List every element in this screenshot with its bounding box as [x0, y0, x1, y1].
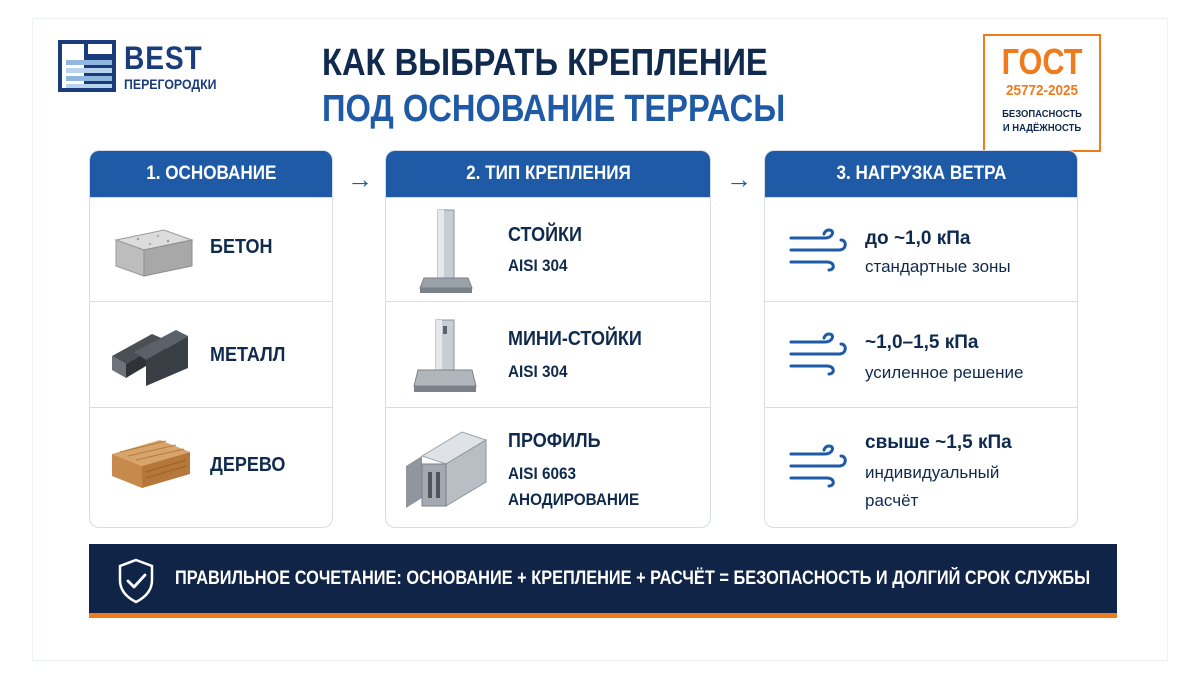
wood-plank-icon [106, 432, 194, 494]
mount-label-text: ПРОФИЛЬ [508, 430, 601, 452]
column-base [89, 150, 333, 528]
logo-subtitle: ПЕРЕГОРОДКИ [124, 76, 217, 92]
mount-label-text: СТОЙКИ [508, 224, 582, 246]
base-label-text: ДЕРЕВО [210, 454, 286, 476]
wind-description-line-2: расчёт [865, 491, 919, 510]
mount-spec [508, 462, 584, 486]
mini-post-icon [412, 310, 478, 400]
wind-value: ~1,0–1,5 кПа [865, 332, 979, 353]
profile-icon [402, 426, 494, 510]
concrete-block-icon [108, 222, 196, 282]
mount-label-text: МИНИ-СТОЙКИ [508, 328, 642, 350]
base-item-metal [90, 301, 332, 407]
page-title [322, 40, 842, 132]
column-header-label: 3. НАГРУЗКА ВЕТРА [836, 163, 1006, 184]
mount-spec [508, 360, 574, 384]
logo [58, 40, 228, 100]
mount-spec-text: AISI 304 [508, 362, 568, 381]
wind-item-standard [765, 197, 1077, 301]
base-label-text: МЕТАЛЛ [210, 344, 286, 366]
wind-value: свыше ~1,5 кПа [865, 432, 1012, 453]
column-header [90, 151, 332, 197]
summary-banner-text: ПРАВИЛЬНОЕ СОЧЕТАНИЕ: ОСНОВАНИЕ + КРЕПЛЕНИЕ + РАСЧЁТ = БЕЗОПАСНОСТЬ И ДОЛГИЙ СРОК СЛУЖБЫ [175, 568, 1091, 589]
wind-icon [787, 228, 849, 272]
mount-finish [508, 488, 654, 512]
wind-icon [787, 332, 849, 376]
wind-value: до ~1,0 кПа [865, 228, 971, 249]
wind-icon [787, 444, 849, 488]
wind-description: стандартные зоны [865, 257, 1011, 276]
gost-badge-title: ГОСТ [1001, 41, 1083, 82]
column-header-label: 2. ТИП КРЕПЛЕНИЯ [465, 163, 631, 184]
logo-name: BEST [124, 40, 203, 76]
wind-item-reinforced [765, 301, 1077, 407]
column-header-label: 1. ОСНОВАНИЕ [145, 163, 277, 184]
gost-badge-caption [991, 107, 1094, 135]
title-line-2: ПОД ОСНОВАНИЕ ТЕРРАСЫ [322, 88, 786, 130]
mount-item-mini-posts [386, 301, 710, 407]
wind-description: индивидуальный [865, 463, 1000, 482]
gost-badge-caption-line-2: И НАДЁЖНОСТЬ [1002, 122, 1082, 134]
steel-beam-icon [106, 322, 194, 388]
gost-badge-caption-line-1: БЕЗОПАСНОСТЬ [1002, 108, 1082, 120]
post-icon [416, 206, 476, 296]
base-label-text: БЕТОН [210, 236, 273, 258]
mount-label [508, 430, 611, 453]
mount-label [508, 224, 590, 247]
shield-check-icon [117, 558, 155, 604]
column-mount-type [385, 150, 711, 528]
logo-mark-icon [58, 40, 118, 92]
arrow-icon: → [347, 164, 373, 194]
base-label [210, 454, 294, 477]
summary-banner [89, 544, 1117, 618]
arrow-icon: → [726, 164, 752, 194]
mount-item-profile [386, 407, 710, 528]
mount-spec-text: AISI 304 [508, 256, 568, 275]
column-header [765, 151, 1077, 197]
base-label [210, 236, 279, 259]
wind-item-individual [765, 407, 1077, 528]
base-item-wood [90, 407, 332, 528]
mount-spec [508, 254, 574, 278]
wind-description: усиленное решение [865, 363, 1024, 382]
gost-badge [983, 34, 1101, 152]
mount-label [508, 328, 657, 351]
mount-spec-text: AISI 6063 [508, 464, 577, 483]
base-item-concrete [90, 197, 332, 301]
column-header [386, 151, 710, 197]
mount-item-posts [386, 197, 710, 301]
base-label [210, 344, 294, 367]
title-line-1: КАК ВЫБРАТЬ КРЕПЛЕНИЕ [322, 42, 768, 84]
gost-badge-number: 25772-2025 [1005, 82, 1079, 99]
column-wind-load [764, 150, 1078, 528]
mount-finish-text: АНОДИРОВАНИЕ [508, 490, 640, 509]
